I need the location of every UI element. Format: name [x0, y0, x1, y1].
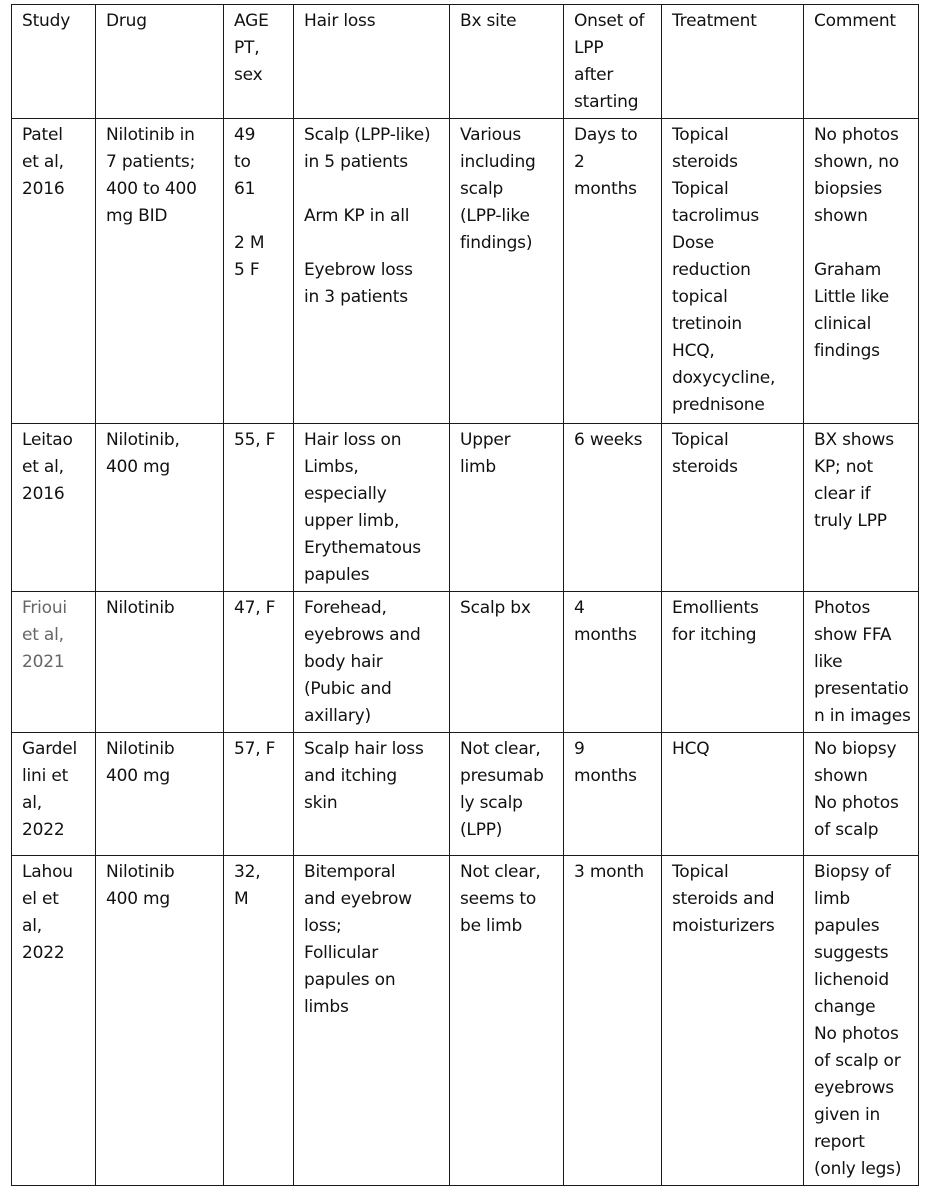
cell-line: Eyebrow loss: [304, 260, 413, 280]
cell-line: skin: [304, 793, 338, 813]
cell-line: steroids and: [672, 889, 775, 909]
cell-line: No biopsy: [814, 739, 897, 759]
cell-line: Lahou: [22, 862, 73, 882]
table-cell: [224, 424, 294, 592]
cell-line: 2: [574, 152, 585, 172]
header-cell-line: Drug: [106, 11, 147, 31]
header-cell-line: AGE: [234, 11, 269, 31]
cell-line: Leitao: [22, 430, 73, 450]
cell-line: show FFA: [814, 625, 892, 645]
cell-line: (LPP): [460, 820, 503, 840]
cell-line: presumab: [460, 766, 544, 786]
cell-line: al,: [22, 793, 42, 813]
cell-line: moisturizers: [672, 916, 775, 936]
cell-line: change: [814, 997, 876, 1017]
cell-line: HCQ,: [672, 341, 715, 361]
table-cell: [294, 733, 450, 856]
cell-line: [234, 203, 290, 230]
cell-line: tretinoin: [672, 314, 743, 334]
cell-line: clear if: [814, 484, 871, 504]
table-row: [12, 119, 919, 424]
table-cell: [662, 119, 804, 424]
cell-line: 4: [574, 598, 585, 618]
cell-line: doxycycline,: [672, 368, 776, 388]
cell-line: 61: [234, 179, 256, 199]
cell-line: body hair: [304, 652, 383, 672]
header-cell-line: Bx site: [460, 11, 517, 31]
header-cell: [662, 5, 804, 119]
cell-line: of scalp or: [814, 1051, 901, 1071]
table-cell: [294, 856, 450, 1186]
table-cell: [804, 856, 919, 1186]
table-cell: [224, 733, 294, 856]
cell-line: Nilotinib in: [106, 125, 195, 145]
header-cell-line: Onset of: [574, 11, 645, 31]
table-cell: [450, 424, 564, 592]
cell-line: KP; not: [814, 457, 873, 477]
cell-line: 9: [574, 739, 585, 759]
cell-line: (Pubic and: [304, 679, 392, 699]
cell-line: loss;: [304, 916, 342, 936]
cell-line: shown: [814, 206, 868, 226]
cell-line: Topical: [672, 862, 729, 882]
cell-line: Forehead,: [304, 598, 387, 618]
cell-line: tacrolimus: [672, 206, 760, 226]
header-cell-line: PT,: [234, 38, 260, 58]
table-cell: [224, 592, 294, 733]
cell-line: steroids: [672, 457, 738, 477]
cell-line: et al,: [22, 152, 64, 172]
cell-line: Photos: [814, 598, 871, 618]
cell-line: No photos: [814, 793, 899, 813]
cell-line: BX shows: [814, 430, 894, 450]
table-cell: [804, 592, 919, 733]
cell-line: shown: [814, 766, 868, 786]
table-cell: [450, 119, 564, 424]
table-cell: [804, 733, 919, 856]
table-cell: [294, 119, 450, 424]
cell-line: 400 mg: [106, 457, 171, 477]
cell-line: [814, 230, 915, 257]
table-cell: [12, 424, 96, 592]
cell-line: months: [574, 766, 637, 786]
cell-line: (only legs): [814, 1159, 902, 1179]
table-cell: [564, 592, 662, 733]
cell-line: eyebrows: [814, 1078, 894, 1098]
cell-line: Scalp hair loss: [304, 739, 424, 759]
cell-line: Biopsy of: [814, 862, 891, 882]
header-cell-line: sex: [234, 65, 263, 85]
cell-line: 57, F: [234, 739, 276, 759]
cell-line: Nilotinib: [106, 598, 175, 618]
cell-line: Little like: [814, 287, 890, 307]
cell-line: findings: [814, 341, 880, 361]
table-cell: [96, 733, 224, 856]
header-cell: [450, 5, 564, 119]
lpp-case-table: [11, 4, 919, 1186]
table-cell: [662, 424, 804, 592]
table-cell: [12, 592, 96, 733]
header-row: [12, 5, 919, 119]
cell-line: 400 to 400: [106, 179, 197, 199]
cell-line: Arm KP in all: [304, 206, 410, 226]
header-cell-line: starting: [574, 92, 639, 112]
cell-line: 55, F: [234, 430, 276, 450]
cell-line: papules: [304, 565, 370, 585]
cell-line: Scalp bx: [460, 598, 531, 618]
table-cell: [224, 856, 294, 1186]
cell-line: 2021: [22, 652, 65, 672]
header-cell: [294, 5, 450, 119]
cell-line: months: [574, 179, 637, 199]
cell-line: 3 month: [574, 862, 644, 882]
header-cell-line: Treatment: [672, 11, 757, 31]
cell-line: and eyebrow: [304, 889, 412, 909]
header-cell: [224, 5, 294, 119]
cell-line: topical: [672, 287, 728, 307]
cell-line: [304, 230, 446, 257]
table-cell: [564, 119, 662, 424]
cell-line: given in: [814, 1105, 881, 1125]
table-cell: [662, 856, 804, 1186]
cell-line: 5 F: [234, 260, 260, 280]
cell-line: HCQ: [672, 739, 710, 759]
cell-line: Graham: [814, 260, 882, 280]
cell-line: Upper: [460, 430, 511, 450]
table-row: [12, 733, 919, 856]
table-cell: [96, 592, 224, 733]
table-cell: [96, 424, 224, 592]
cell-line: upper limb,: [304, 511, 400, 531]
table-cell: [804, 119, 919, 424]
cell-line: 2016: [22, 179, 65, 199]
cell-line: Hair loss on: [304, 430, 402, 450]
cell-line: 2 M: [234, 233, 265, 253]
cell-line: Topical: [672, 430, 729, 450]
cell-line: in 5 patients: [304, 152, 408, 172]
cell-line: et al,: [22, 625, 64, 645]
table-cell: [96, 119, 224, 424]
table-cell: [96, 856, 224, 1186]
cell-line: mg BID: [106, 206, 168, 226]
cell-line: Topical: [672, 125, 729, 145]
cell-line: like: [814, 652, 843, 672]
cell-line: M: [234, 889, 249, 909]
table-row: [12, 424, 919, 592]
table-row: [12, 592, 919, 733]
cell-line: Follicular: [304, 943, 378, 963]
table-cell: [450, 592, 564, 733]
cell-line: reduction: [672, 260, 751, 280]
cell-line: Frioui: [22, 598, 67, 618]
cell-line: Various: [460, 125, 522, 145]
cell-line: seems to: [460, 889, 537, 909]
cell-line: Days to: [574, 125, 638, 145]
table-cell: [450, 856, 564, 1186]
cell-line: al,: [22, 916, 42, 936]
cell-line: Gardel: [22, 739, 78, 759]
table-cell: [294, 592, 450, 733]
cell-line: 47, F: [234, 598, 276, 618]
cell-line: (LPP-like: [460, 206, 530, 226]
header-cell: [804, 5, 919, 119]
header-cell: [564, 5, 662, 119]
cell-line: including: [460, 152, 536, 172]
cell-line: axillary): [304, 706, 371, 726]
table-cell: [564, 424, 662, 592]
cell-line: prednisone: [672, 395, 765, 415]
cell-line: to: [234, 152, 251, 172]
table-cell: [12, 733, 96, 856]
cell-line: [304, 176, 446, 203]
header-cell-line: Study: [22, 11, 71, 31]
cell-line: truly LPP: [814, 511, 887, 531]
cell-line: No photos: [814, 125, 899, 145]
header-cell-line: LPP: [574, 38, 604, 58]
table-body: [12, 5, 919, 1186]
cell-line: Patel: [22, 125, 63, 145]
cell-line: Bitemporal: [304, 862, 396, 882]
cell-line: biopsies: [814, 179, 883, 199]
cell-line: 7 patients;: [106, 152, 196, 172]
cell-line: Not clear,: [460, 739, 541, 759]
table-cell: [12, 119, 96, 424]
cell-line: 49: [234, 125, 256, 145]
cell-line: Not clear,: [460, 862, 541, 882]
header-cell-line: Comment: [814, 11, 896, 31]
header-cell-line: Hair loss: [304, 11, 376, 31]
table-cell: [662, 733, 804, 856]
cell-line: Nilotinib,: [106, 430, 180, 450]
cell-line: 32,: [234, 862, 261, 882]
cell-line: Emollients: [672, 598, 759, 618]
cell-line: Scalp (LPP-like): [304, 125, 431, 145]
cell-line: lini et: [22, 766, 69, 786]
cell-line: Nilotinib: [106, 862, 175, 882]
cell-line: in 3 patients: [304, 287, 408, 307]
cell-line: limbs: [304, 997, 349, 1017]
table-cell: [564, 856, 662, 1186]
cell-line: et al,: [22, 457, 64, 477]
cell-line: especially: [304, 484, 387, 504]
table-cell: [450, 733, 564, 856]
cell-line: Limbs,: [304, 457, 359, 477]
cell-line: n in images: [814, 706, 911, 726]
table-cell: [224, 119, 294, 424]
cell-line: papules: [814, 916, 880, 936]
cell-line: lichenoid: [814, 970, 889, 990]
cell-line: papules on: [304, 970, 396, 990]
cell-line: scalp: [460, 179, 504, 199]
table-cell: [294, 424, 450, 592]
cell-line: months: [574, 625, 637, 645]
header-cell: [12, 5, 96, 119]
cell-line: be limb: [460, 916, 523, 936]
cell-line: of scalp: [814, 820, 879, 840]
cell-line: Erythematous: [304, 538, 421, 558]
cell-line: steroids: [672, 152, 738, 172]
cell-line: ly scalp: [460, 793, 523, 813]
cell-line: limb: [814, 889, 850, 909]
cell-line: report: [814, 1132, 865, 1152]
cell-line: presentatio: [814, 679, 909, 699]
cell-line: 6 weeks: [574, 430, 643, 450]
cell-line: el et: [22, 889, 59, 909]
cell-line: findings): [460, 233, 533, 253]
cell-line: clinical: [814, 314, 872, 334]
table-cell: [662, 592, 804, 733]
cell-line: shown, no: [814, 152, 899, 172]
cell-line: Dose: [672, 233, 715, 253]
cell-line: 400 mg: [106, 889, 171, 909]
cell-line: and itching: [304, 766, 397, 786]
cell-line: Topical: [672, 179, 729, 199]
cell-line: limb: [460, 457, 496, 477]
header-cell: [96, 5, 224, 119]
table-cell: [564, 733, 662, 856]
header-cell-line: after: [574, 65, 614, 85]
table-row: [12, 856, 919, 1186]
cell-line: 2022: [22, 943, 65, 963]
cell-line: for itching: [672, 625, 757, 645]
cell-line: 2016: [22, 484, 65, 504]
table-cell: [804, 424, 919, 592]
cell-line: 2022: [22, 820, 65, 840]
cell-line: 400 mg: [106, 766, 171, 786]
cell-line: eyebrows and: [304, 625, 421, 645]
cell-line: suggests: [814, 943, 889, 963]
cell-line: Nilotinib: [106, 739, 175, 759]
cell-line: No photos: [814, 1024, 899, 1044]
table-cell: [12, 856, 96, 1186]
